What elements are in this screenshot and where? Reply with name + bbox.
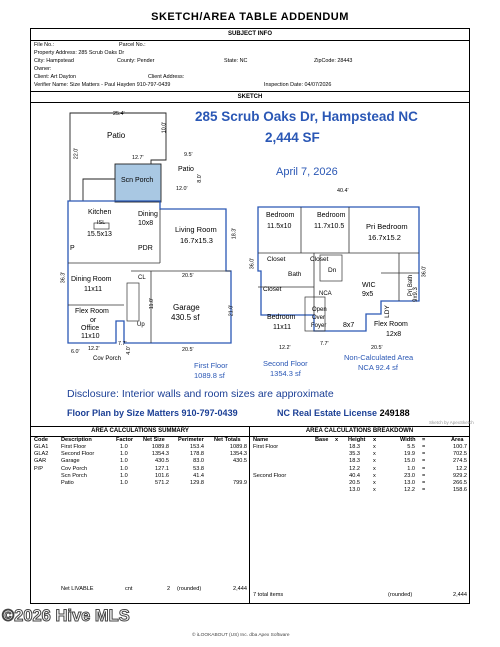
summary-cell: 127.1 bbox=[155, 465, 169, 472]
breakdown-cell: = bbox=[422, 444, 426, 450]
room-bed3: Bedroom bbox=[267, 314, 296, 321]
room-bed1: Bedroom bbox=[266, 212, 295, 219]
net-livable-cnt: cnt bbox=[125, 586, 133, 592]
col-equals: = bbox=[422, 437, 426, 443]
col-base: Base bbox=[315, 437, 329, 443]
file-no: File No.: bbox=[34, 42, 55, 48]
breakdown-cell: 40.4 bbox=[349, 472, 360, 479]
summary-cell: 571.2 bbox=[155, 480, 169, 486]
net-livable-label: Net LIVABLE bbox=[61, 586, 94, 592]
dim-18-3: 18.3' bbox=[231, 227, 238, 240]
breakdown-cell: 20.5 bbox=[349, 480, 360, 486]
summary-header: AREA CALCULATIONS SUMMARY bbox=[31, 427, 249, 437]
stairs-first bbox=[127, 283, 139, 321]
room-garage-sf: 430.5 sf bbox=[171, 313, 200, 322]
room-closet1: Closet bbox=[267, 256, 286, 263]
apex-credit: Sketch by ApexSketch bbox=[429, 420, 474, 425]
summary-cell: Garage bbox=[61, 458, 80, 465]
room-pri-bath: Pri Bath bbox=[408, 274, 415, 297]
room-bed2: Bedroom bbox=[317, 212, 346, 219]
col-net-size: Net Size bbox=[143, 437, 165, 443]
room-bed2-dim: 11.7x10.5 bbox=[314, 223, 345, 230]
first-floor-sf: 1089.8 sf bbox=[194, 371, 225, 380]
dim-40-4: 40.4' bbox=[337, 188, 349, 194]
dim-10-0: 10.0' bbox=[161, 121, 168, 134]
breakdown-cell: 12.2 bbox=[404, 487, 415, 494]
dim-22-0: 22.0' bbox=[73, 147, 80, 160]
breakdown-cell: 702.5 bbox=[453, 451, 467, 458]
breakdown-cell: Second Floor bbox=[253, 472, 287, 479]
room-p: P bbox=[70, 245, 75, 252]
room-pri-bed: Pri Bedroom bbox=[366, 222, 408, 231]
summary-cell: 1089.8 bbox=[229, 444, 247, 450]
col-net-totals: Net Totals bbox=[214, 437, 241, 443]
room-foyer: Foyer bbox=[311, 323, 327, 329]
summary-cell: Cov Porch bbox=[61, 465, 88, 472]
room-dining: Dining bbox=[138, 211, 158, 218]
room-dining-room-dim: 11x11 bbox=[84, 286, 103, 293]
breakdown-cell: = bbox=[422, 480, 426, 486]
breakdown-cell: 13.0 bbox=[349, 487, 360, 494]
breakdown-cell: = bbox=[422, 465, 426, 472]
dim-11-0: 11.0' bbox=[149, 297, 156, 310]
footer-license-prefix: NC Real Estate License bbox=[277, 408, 378, 418]
footer-license bbox=[277, 408, 410, 419]
area-summary-section bbox=[30, 426, 250, 604]
summary-cell: P/P bbox=[34, 465, 44, 472]
room-wic-dim: 9x5 bbox=[362, 291, 374, 298]
breakdown-cell: = bbox=[422, 487, 426, 494]
room-closet2: Closet bbox=[310, 256, 329, 263]
license-number: 249188 bbox=[379, 408, 410, 418]
dim-36-3: 36.3' bbox=[60, 271, 67, 284]
dim-7-7: 7.7' bbox=[118, 341, 127, 347]
room-flex-or: or bbox=[90, 317, 97, 324]
dim-7-7-second: 7.7' bbox=[320, 341, 329, 347]
room-8x7: 8x7 bbox=[343, 322, 355, 329]
summary-cell: Patio bbox=[61, 480, 74, 486]
col-description: Description bbox=[61, 437, 92, 443]
breakdown-cell: 18.3 bbox=[349, 458, 360, 465]
client-address: Client Address: bbox=[148, 74, 185, 80]
room-pri-bed-dim: 16.7x15.2 bbox=[368, 233, 401, 242]
room-dn: Dn bbox=[328, 267, 337, 274]
sketch-header: SKETCH bbox=[31, 92, 469, 103]
room-scn-porch: Scn Porch bbox=[121, 177, 154, 184]
summary-cell: 430.5 bbox=[155, 458, 169, 465]
breakdown-cell: 5.5 bbox=[407, 444, 415, 450]
sketch-section bbox=[30, 91, 474, 427]
room-patio-2: Patio bbox=[178, 166, 194, 173]
room-kitchen: Kitchen bbox=[88, 209, 112, 216]
col-factor: Factor bbox=[116, 437, 134, 443]
room-flex-dim: 11x10 bbox=[81, 333, 100, 340]
room-kitchen-dim: 15.5x13 bbox=[87, 231, 112, 238]
summary-cell: Second Floor bbox=[61, 451, 95, 458]
dim-21-0: 21.0' bbox=[228, 304, 235, 317]
summary-cell: 41.4 bbox=[193, 472, 204, 479]
summary-cell: 1354.3 bbox=[229, 451, 247, 458]
col-name: Name bbox=[253, 437, 269, 443]
county: County: Pender bbox=[117, 58, 155, 64]
col-area: Area bbox=[451, 437, 464, 443]
room-dining-dim: 10x8 bbox=[138, 220, 154, 227]
col-x1: x bbox=[335, 437, 339, 443]
room-bath: Bath bbox=[288, 271, 302, 278]
room-dining-room: Dining Room bbox=[71, 276, 112, 283]
summary-cell: GLA2 bbox=[34, 451, 49, 458]
breakdown-cell: 274.5 bbox=[453, 458, 467, 465]
summary-cell: First Floor bbox=[61, 444, 87, 450]
breakdown-cell: 15.0 bbox=[404, 458, 415, 465]
breakdown-cell: x bbox=[373, 458, 376, 465]
dim-20-5-second: 20.5' bbox=[371, 345, 383, 351]
room-pdr: PDR bbox=[138, 245, 153, 252]
dim-12-2-second: 12.2' bbox=[279, 345, 291, 351]
breakdown-cell: x bbox=[373, 472, 376, 479]
breakdown-cell: x bbox=[373, 465, 376, 472]
dim-36-0: 36.0' bbox=[249, 257, 256, 270]
copyright: © iLOOKABOUT (US) Inc. dba Apex Software bbox=[192, 633, 290, 638]
noncalc-sf: NCA 92.4 sf bbox=[358, 363, 399, 372]
mls-watermark: ©2026 Hive MLS bbox=[2, 607, 130, 625]
breakdown-cell: x bbox=[373, 444, 376, 450]
page-title: SKETCH/AREA TABLE ADDENDUM bbox=[151, 11, 349, 23]
dim-4-0: 4.0' bbox=[125, 346, 132, 355]
sketch-date: April 7, 2026 bbox=[276, 166, 338, 178]
room-closet3: Closet bbox=[263, 286, 282, 293]
room-bed3-dim: 11x11 bbox=[273, 324, 292, 331]
room-over: Over bbox=[312, 315, 326, 321]
dim-20-5: 20.5' bbox=[182, 273, 194, 279]
summary-cell: 1.0 bbox=[120, 451, 128, 458]
col-height: Height bbox=[348, 437, 366, 443]
breakdown-cell: 35.3 bbox=[349, 451, 360, 458]
breakdown-cell: 158.6 bbox=[453, 487, 467, 494]
breakdown-cell: First Floor bbox=[253, 444, 279, 450]
total-items-total: 2,444 bbox=[453, 592, 467, 598]
col-code: Code bbox=[34, 437, 48, 443]
breakdown-table bbox=[250, 427, 471, 605]
footer-floor-plan: Floor Plan by Size Matters 910-797-0439 bbox=[67, 408, 238, 418]
room-isl: ISL bbox=[97, 220, 106, 226]
dim-20-5-garage: 20.5' bbox=[182, 347, 194, 353]
summary-cell: 178.8 bbox=[190, 451, 204, 458]
room-living: Living Room bbox=[175, 225, 217, 234]
room-up: Up bbox=[137, 322, 145, 328]
breakdown-cell: 12.2 bbox=[456, 465, 467, 472]
first-floor-label: First Floor bbox=[194, 361, 228, 370]
summary-table bbox=[31, 427, 251, 605]
summary-cell: 1.0 bbox=[120, 458, 128, 465]
breakdown-cell: 19.9 bbox=[404, 451, 415, 458]
breakdown-cell: 266.5 bbox=[453, 480, 467, 486]
subject-info-header: SUBJECT INFO bbox=[31, 29, 469, 41]
summary-cell: 83.0 bbox=[193, 458, 204, 465]
summary-cell: 101.6 bbox=[155, 472, 169, 479]
summary-cell: 1354.3 bbox=[151, 451, 169, 458]
summary-cell: GAR bbox=[34, 458, 47, 465]
room-flex2-dim: 12x8 bbox=[386, 331, 402, 338]
net-livable-rounded: (rounded) bbox=[177, 586, 202, 592]
summary-cell: 799.9 bbox=[233, 480, 247, 486]
summary-cell: 1.0 bbox=[120, 480, 128, 486]
sketch-address: 285 Scrub Oaks Dr, Hampstead NC bbox=[195, 109, 418, 124]
breakdown-cell: = bbox=[422, 472, 426, 479]
summary-cell: 1089.8 bbox=[151, 444, 169, 450]
room-wic: WIC bbox=[362, 282, 376, 289]
room-bed1-dim: 11.5x10 bbox=[267, 223, 292, 230]
zipcode: ZipCode: 28443 bbox=[314, 58, 353, 64]
second-floor-sf: 1354.3 sf bbox=[270, 369, 301, 378]
breakdown-cell: x bbox=[373, 487, 376, 494]
net-livable-total: 2,444 bbox=[233, 586, 247, 592]
total-items-rounded: (rounded) bbox=[388, 592, 413, 598]
breakdown-cell: = bbox=[422, 458, 426, 465]
dim-12-0: 12.0' bbox=[176, 186, 188, 192]
col-width: Width bbox=[400, 437, 416, 443]
summary-cell: 1.0 bbox=[120, 472, 128, 479]
area-breakdown-section bbox=[249, 426, 470, 604]
summary-cell: 430.5 bbox=[233, 458, 247, 465]
inspection-date: Inspection Date: 04/07/2026 bbox=[264, 82, 332, 88]
dim-6-0: 6.0' bbox=[71, 349, 80, 355]
verifier-name: Verifier Name: Size Matters - Paul Hayden 910-797-0439 bbox=[34, 82, 171, 88]
breakdown-cell: 1.0 bbox=[407, 465, 415, 472]
disclosure: Disclosure: Interior walls and room sizes are approximate bbox=[67, 388, 334, 400]
col-x2: x bbox=[373, 437, 377, 443]
summary-cell: 1.0 bbox=[120, 465, 128, 472]
col-perimeter: Perimeter bbox=[178, 437, 204, 443]
state: State: NC bbox=[224, 58, 248, 64]
breakdown-cell: x bbox=[373, 451, 376, 458]
dim-8-0: 8.0' bbox=[196, 174, 203, 183]
parcel-no: Parcel No.: bbox=[119, 42, 146, 48]
breakdown-cell: 929.2 bbox=[453, 472, 467, 479]
sketch-total-sf: 2,444 SF bbox=[265, 130, 320, 145]
summary-cell: 53.8 bbox=[193, 465, 204, 472]
dim-36-0-right: 36.0' bbox=[421, 265, 428, 278]
breakdown-cell: 12.2 bbox=[349, 465, 360, 472]
room-nca: NCA bbox=[319, 291, 332, 297]
room-pri-bath-dim: 9x9.3 bbox=[412, 287, 419, 302]
property-address: Property Address: 285 Scrub Oaks Dr bbox=[34, 50, 125, 56]
city: City: Hampstead bbox=[34, 58, 74, 64]
dim-25-4: 25.4' bbox=[113, 111, 125, 117]
summary-cell: GLA1 bbox=[34, 444, 49, 450]
owner: Owner: bbox=[34, 66, 52, 72]
breakdown-cell: 100.7 bbox=[453, 444, 467, 450]
room-open: Open bbox=[312, 307, 327, 313]
room-flex: Flex Room bbox=[75, 308, 109, 315]
summary-cell: 153.4 bbox=[190, 444, 204, 450]
subject-info-section bbox=[30, 28, 470, 92]
room-flex-office: Office bbox=[81, 325, 100, 332]
room-cl: CL bbox=[138, 275, 146, 281]
dim-12-2: 12.2' bbox=[88, 346, 100, 352]
breakdown-cell: = bbox=[422, 451, 426, 458]
room-cov-porch: Cov Porch bbox=[93, 356, 122, 362]
breakdown-cell: 23.0 bbox=[404, 472, 415, 479]
summary-cell: 1.0 bbox=[120, 444, 128, 450]
dim-9-5: 9.5' bbox=[184, 152, 193, 158]
room-patio: Patio bbox=[107, 131, 126, 140]
dim-12-7: 12.7' bbox=[132, 155, 144, 161]
room-garage: Garage bbox=[173, 303, 200, 312]
breakdown-cell: 13.0 bbox=[404, 480, 415, 486]
room-living-dim: 16.7x15.3 bbox=[180, 236, 213, 245]
room-ldy: LDY bbox=[383, 305, 391, 318]
total-items-label: 7 total items bbox=[253, 592, 284, 598]
net-livable-count: 2 bbox=[167, 586, 171, 592]
client: Client: Art Dayton bbox=[34, 74, 76, 80]
second-floor-label: Second Floor bbox=[263, 359, 308, 368]
room-flex2: Flex Room bbox=[374, 321, 408, 328]
breakdown-cell: 18.3 bbox=[349, 444, 360, 450]
summary-cell: 129.8 bbox=[190, 480, 204, 486]
summary-cell: Scn Porch bbox=[61, 472, 87, 479]
noncalc-label: Non-Calculated Area bbox=[344, 353, 414, 362]
breakdown-header: AREA CALCULATIONS BREAKDOWN bbox=[250, 427, 469, 437]
breakdown-cell: x bbox=[373, 480, 376, 486]
